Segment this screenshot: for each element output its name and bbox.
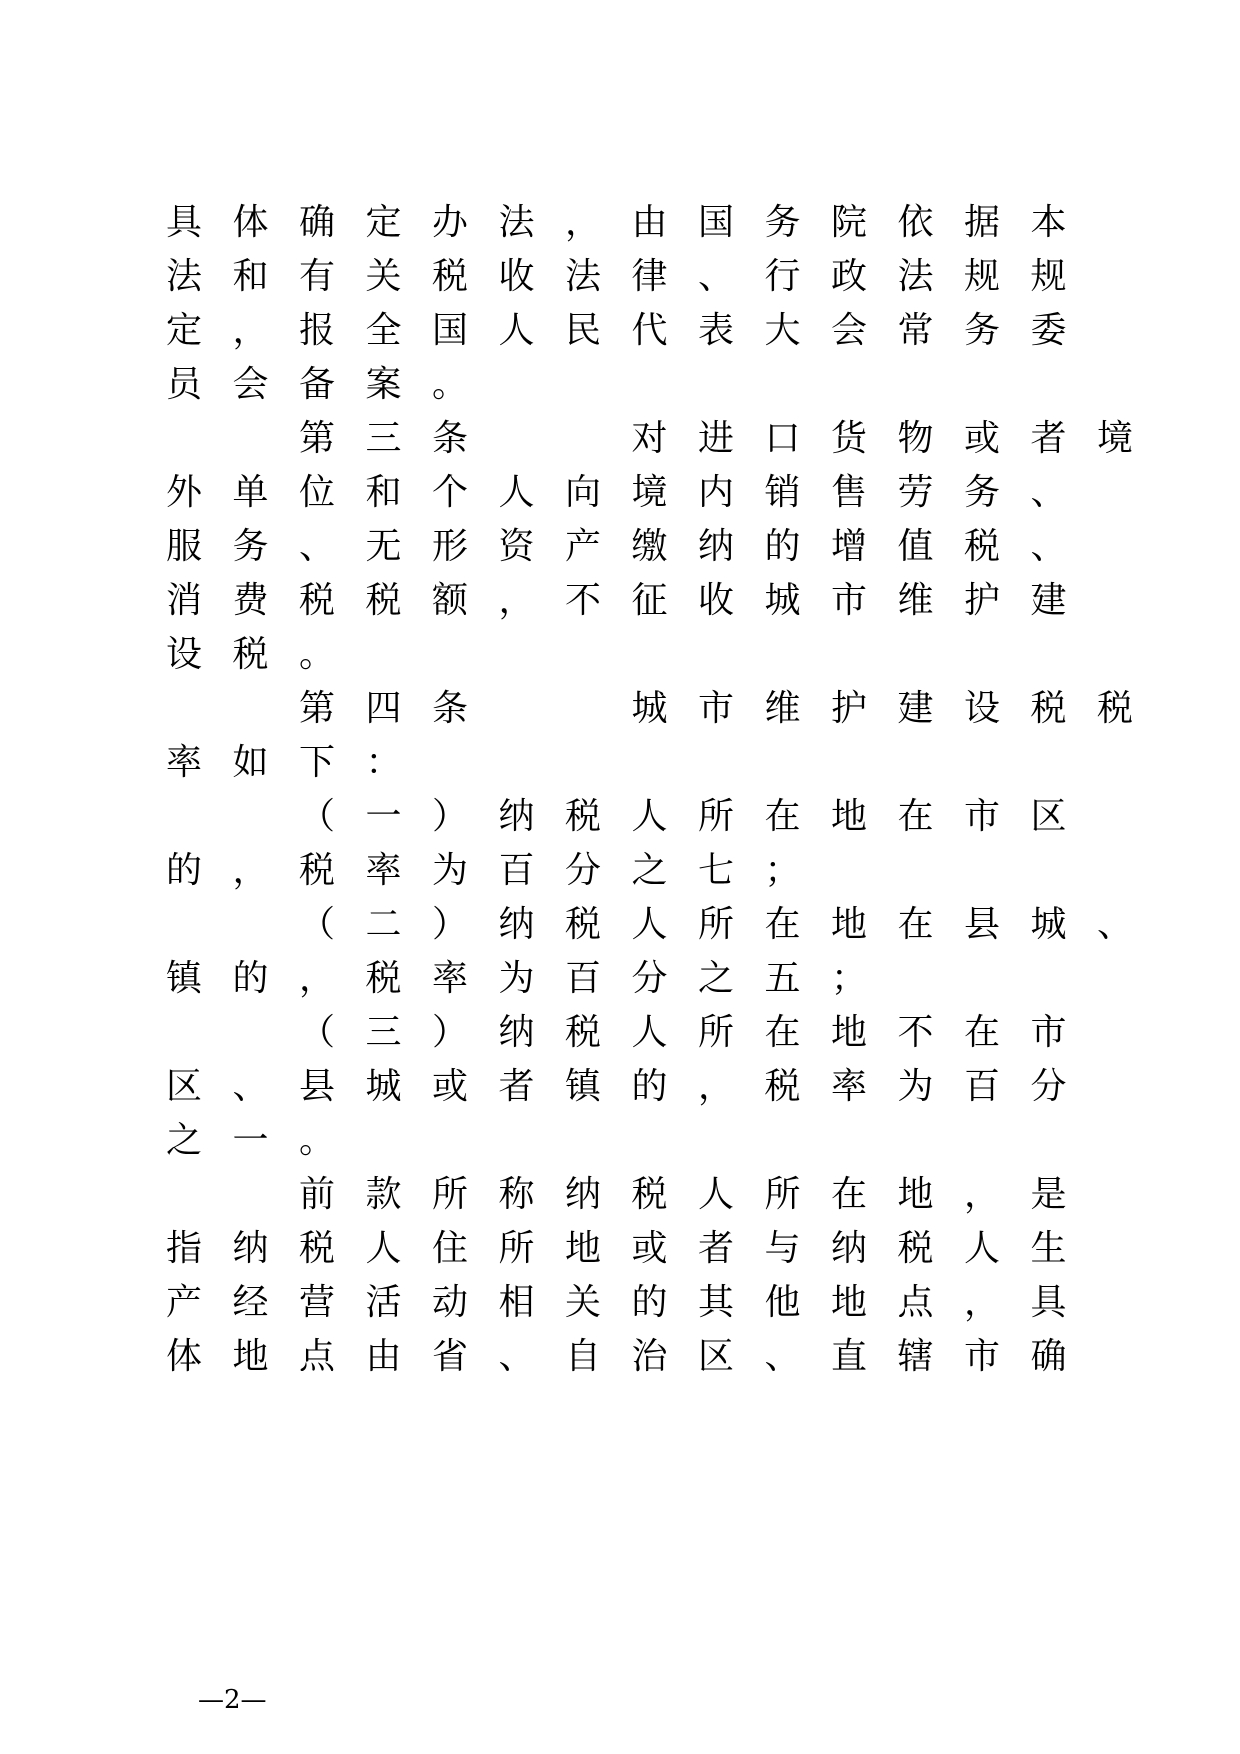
text-line: 服 务 、 无 形 资 产 缴 纳 的 增 值 税 、 (166, 526, 1067, 567)
text-line: （ 一 ） 纳 税 人 所 在 地 在 市 区 (299, 796, 1067, 837)
text-line: 第 四 条 城 市 维 护 建 设 税 税 (299, 688, 1134, 729)
text-line: 第 三 条 对 进 口 货 物 或 者 境 (299, 418, 1134, 459)
text-line: 产 经 营 活 动 相 关 的 其 他 地 点 ， 具 (166, 1282, 1067, 1323)
text-line: 的 ， 税 率 为 百 分 之 七 ； (166, 850, 801, 891)
text-line: 具 体 确 定 办 法 ， 由 国 务 院 依 据 本 (166, 202, 1067, 243)
text-line: 率 如 下 ： (166, 742, 402, 783)
text-line: 定 ， 报 全 国 人 民 代 表 大 会 常 务 委 (166, 310, 1067, 351)
text-line: 法 和 有 关 税 收 法 律 、 行 政 法 规 规 (166, 256, 1067, 297)
text-line: 区 、 县 城 或 者 镇 的 ， 税 率 为 百 分 (166, 1066, 1067, 1107)
text-line: （ 三 ） 纳 税 人 所 在 地 不 在 市 (299, 1012, 1067, 1053)
text-line: 消 费 税 税 额 ， 不 征 收 城 市 维 护 建 (166, 580, 1067, 621)
text-line: 员 会 备 案 。 (166, 364, 469, 405)
text-line: 镇 的 ， 税 率 为 百 分 之 五 ； (166, 958, 868, 999)
text-line: 指 纳 税 人 住 所 地 或 者 与 纳 税 人 生 (166, 1228, 1067, 1269)
text-line: 前 款 所 称 纳 税 人 所 在 地 ， 是 (299, 1174, 1067, 1215)
text-line: 体 地 点 由 省 、 自 治 区 、 直 辖 市 确 (166, 1336, 1067, 1377)
text-line: 之 一 。 (166, 1120, 336, 1161)
text-line: 外 单 位 和 个 人 向 境 内 销 售 劳 务 、 (166, 472, 1067, 513)
page-number: —2— (198, 1685, 267, 1715)
text-line: 设 税 。 (166, 634, 336, 675)
text-line: （ 二 ） 纳 税 人 所 在 地 在 县 城 、 (299, 904, 1134, 945)
